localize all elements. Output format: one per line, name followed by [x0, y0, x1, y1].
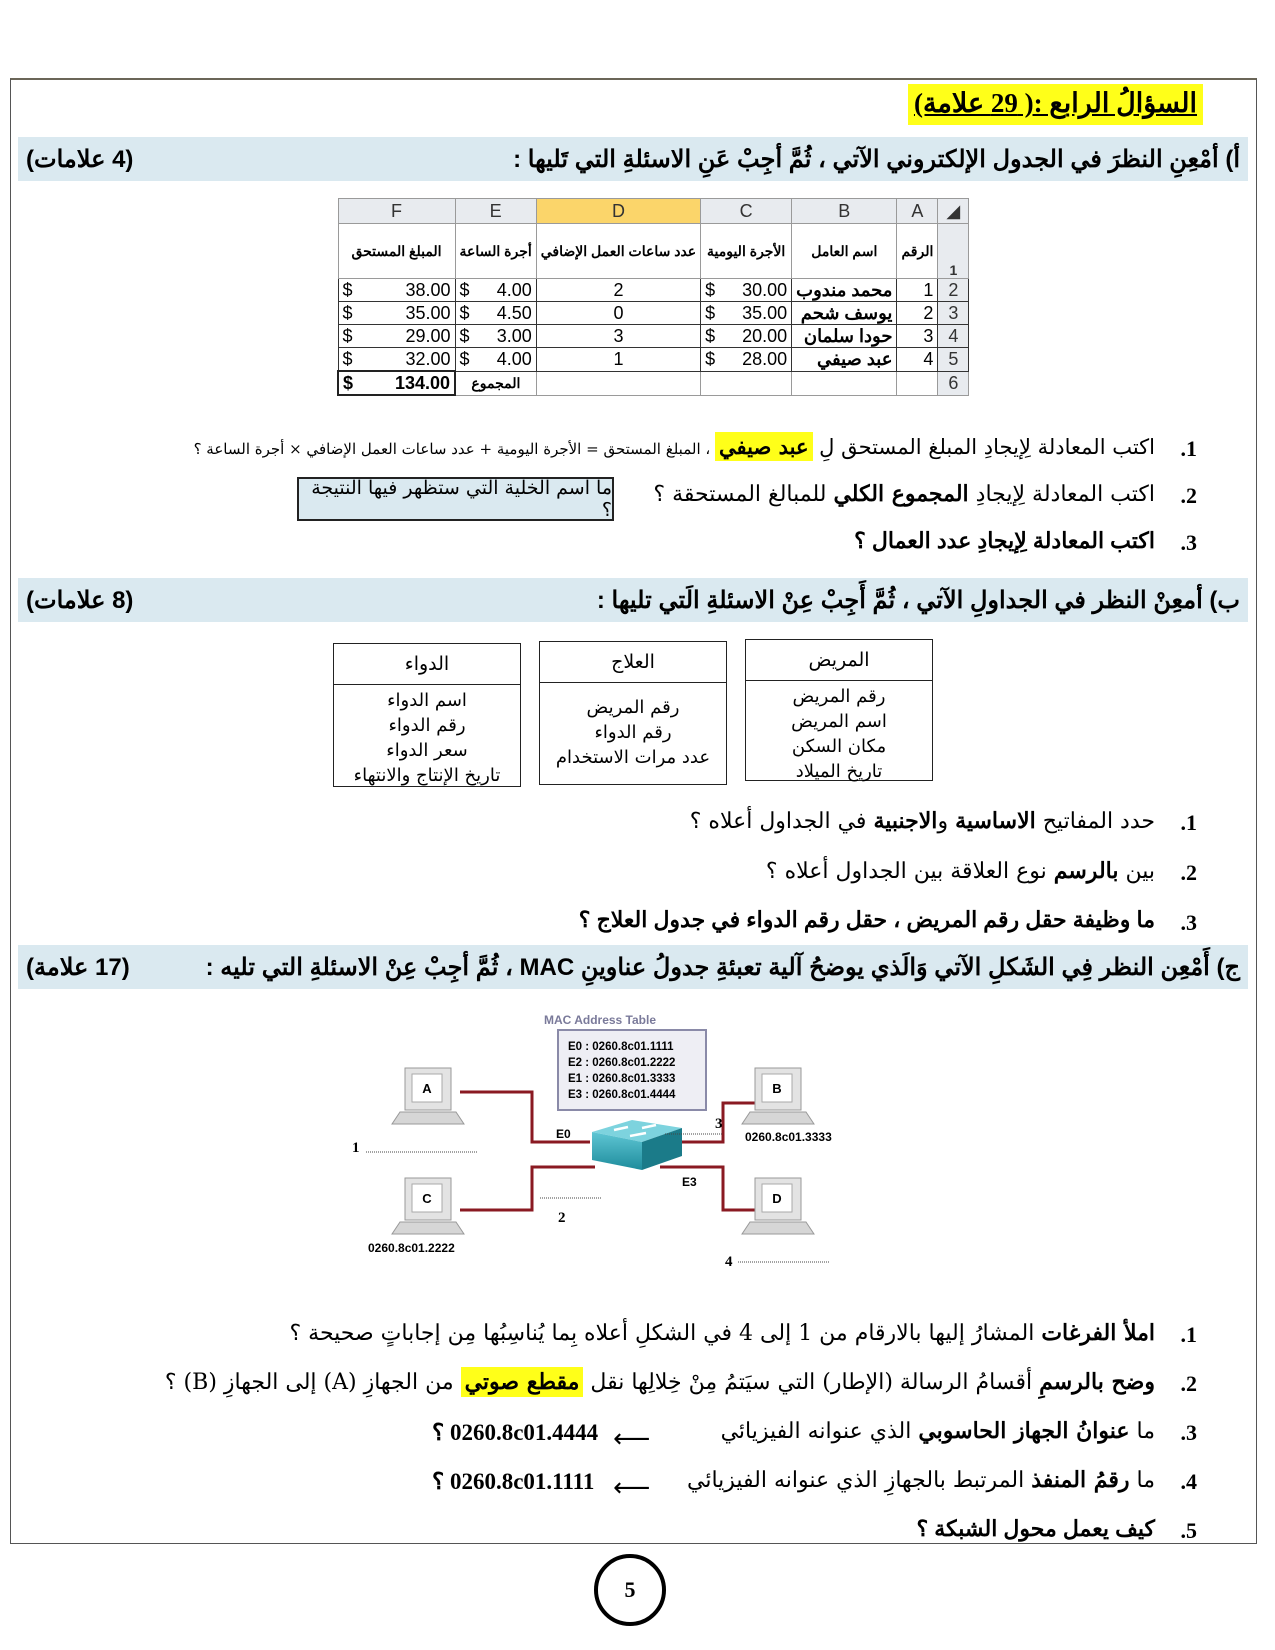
q-c5: كيف يعمل محول الشبكة ؟	[916, 1516, 1155, 1541]
q-text: المشارُ إليها بالارقام من 1 إلى 4 في الشكلِ أعلاه بِما يُناسِبُها مِن إجاباتٍ صحيحة ؟	[289, 1321, 1042, 1346]
q-b3-number: .3	[1180, 910, 1197, 935]
arrow-left-icon: ⟵	[613, 1473, 651, 1503]
entity-title: العلاج	[540, 642, 726, 683]
entity-field: رقم الدواء	[388, 715, 466, 736]
highlighted-name: عبد صيفي	[715, 432, 813, 461]
cell-c: $ 35.00	[701, 302, 792, 325]
entity-title: الدواء	[334, 644, 520, 685]
col-header: B	[792, 199, 897, 224]
cell-f: $ 35.00	[338, 302, 455, 325]
q-bold: وضح بالرسمِ	[1039, 1369, 1155, 1395]
entity-patient	[745, 639, 933, 781]
q-b3: ما وظيفة حقل رقم المريض ، حقل رقم الدواء في جدول العلاج ؟	[578, 907, 1155, 932]
q-text: و	[937, 809, 956, 834]
q-text: ما	[1129, 1419, 1155, 1444]
pc-label: C	[422, 1191, 432, 1206]
entity-field: مكان السكن	[791, 736, 887, 757]
q-bold: رقمُ المنفذ	[1031, 1467, 1130, 1493]
q-bold: عنوانُ الجهاز الحاسوبي	[918, 1418, 1130, 1444]
page-number: 5	[594, 1554, 666, 1626]
table-row	[338, 279, 969, 302]
part-b-heading: ب) أمعِنْ النظر في الجداولِ الآتي ، ثُمَّ أَجِبْ عِنْ الاسئلةِ الَتي تليها :	[596, 586, 1240, 614]
q-a2-number: .2	[1180, 483, 1197, 508]
mac-answer: 0260.8c01.1111 ؟	[432, 1469, 595, 1494]
q-c1	[290, 1320, 1156, 1346]
entity-field: سعر الدواء	[386, 740, 468, 761]
spreadsheet	[337, 198, 969, 396]
entity-field: رقم المريض	[586, 697, 680, 718]
header-cell: أجرة الساعة	[455, 224, 536, 279]
header-cell: اسم العامل	[792, 224, 897, 279]
col-header: C	[701, 199, 792, 224]
header-cell: الأجرة اليومية	[701, 224, 792, 279]
col-header: E	[455, 199, 536, 224]
pc-label: A	[422, 1081, 432, 1096]
empty-cell	[536, 371, 700, 395]
q-c1-number: .1	[1180, 1322, 1197, 1347]
q-text: ما	[1129, 1468, 1155, 1493]
entity-field: عدد مرات الاستخدام	[555, 747, 711, 768]
port-label: E3	[682, 1175, 697, 1189]
q-b1	[690, 808, 1155, 834]
port-label: E0	[556, 1127, 571, 1141]
part-c-heading-band	[18, 945, 1248, 989]
pc-d-icon	[742, 1178, 814, 1234]
row-header: 4	[938, 325, 969, 348]
cell-e: $ 4.00	[455, 348, 536, 372]
cell-e: $ 4.00	[455, 279, 536, 302]
q-text: للمبالغ المستحقة ؟	[653, 482, 834, 507]
q-c4-number: .4	[1180, 1469, 1197, 1494]
col-header: F	[338, 199, 455, 224]
q-bold: املأ الفرغات	[1041, 1320, 1155, 1346]
entity-field: تاريخ الميلاد	[795, 761, 883, 782]
q-text: من الجهازِ (A) إلى الجهازِ (B) ؟	[164, 1370, 461, 1395]
q-a1-number: .1	[1180, 436, 1197, 461]
header-cell: المبلغ المستحق	[338, 224, 455, 279]
mac-table-row: E1 : 0260.8c01.3333	[568, 1073, 676, 1085]
cell-b: محمد مندوب	[792, 279, 897, 302]
arrow-left-icon: ⟵	[613, 1424, 651, 1454]
table-row	[338, 302, 969, 325]
cell-e: $ 4.50	[455, 302, 536, 325]
mac-table-row: E3 : 0260.8c01.4444	[568, 1089, 676, 1101]
q-a3: اكتب المعادلة لِإيجادِ عدد العمال ؟	[854, 528, 1155, 553]
q-c3-number: .3	[1180, 1420, 1197, 1445]
part-c-heading: ج) أَمْعِن النظر فِي الشَكلِ الآتي وَالَذي يوضحُ آلية تعبئةِ جدولُ عناوينِ MAC ، ثُمَّ أجِبْ عِنْ الاسئلةِ التي تليه :	[205, 953, 1240, 981]
cell-f: $ 32.00	[338, 348, 455, 372]
blank-number: 4	[725, 1254, 733, 1270]
total-cell: $ 134.00	[338, 371, 455, 395]
entity-title: المريض	[746, 640, 932, 681]
q-c2-number: .2	[1180, 1371, 1197, 1396]
cell-c: $ 28.00	[701, 348, 792, 372]
mac-table-diagram	[352, 1000, 900, 1270]
q-c2	[165, 1369, 1155, 1395]
header-cell: الرقم	[897, 224, 938, 279]
highlighted-term: مقطع صوتي	[461, 1367, 584, 1397]
empty-cell	[792, 371, 897, 395]
cell-b: يوسف شحم	[792, 302, 897, 325]
question-title: السؤالُ الرابع :( 29 علامة)	[908, 84, 1203, 125]
pc-a-icon	[392, 1068, 464, 1124]
blank-number: 3	[715, 1116, 723, 1132]
q-bold: المجموع الكلي	[833, 481, 969, 507]
q-text: بين	[1118, 859, 1155, 884]
cell-b: حودا سلمان	[792, 325, 897, 348]
row-header: 2	[938, 279, 969, 302]
cell-c: $ 20.00	[701, 325, 792, 348]
cell-a: 3	[897, 325, 938, 348]
q-text: المرتبط بالجهازِ الذي عنوانه الفيزيائي	[686, 1468, 1032, 1493]
cell-d: 3	[536, 325, 700, 348]
entity-field: اسم المريض	[791, 711, 887, 732]
q-bold: الاساسية	[955, 808, 1036, 834]
entity-medicine	[333, 643, 521, 787]
header-cell: عدد ساعات العمل الإضافي	[536, 224, 700, 279]
q-text: حدد المفاتيح	[1035, 809, 1155, 834]
mac-table-row: E2 : 0260.8c01.2222	[568, 1057, 676, 1069]
pc-c-icon	[392, 1178, 464, 1234]
entity-field: اسم الدواء	[387, 690, 467, 711]
select-all-corner[interactable]: ◢	[938, 199, 969, 224]
part-c-marks: (17 علامة)	[26, 953, 130, 981]
q-text: في الجداول أعلاه ؟	[689, 809, 874, 834]
row-header: 5	[938, 348, 969, 372]
entity-field: رقم الدواء	[594, 722, 672, 743]
pc-b-icon	[742, 1068, 814, 1124]
table-row	[338, 325, 969, 348]
cell-b: عبد صيفي	[792, 348, 897, 372]
q-text: الذي عنوانه الفيزيائي	[720, 1419, 919, 1444]
entity-treatment	[539, 641, 727, 785]
col-header: D	[536, 199, 700, 224]
cell-d: 2	[536, 279, 700, 302]
cell-d: 1	[536, 348, 700, 372]
blank-number: 1	[352, 1140, 360, 1156]
q-a3-number: .3	[1180, 530, 1197, 555]
q-c3	[721, 1418, 1155, 1444]
pc-label: D	[772, 1191, 782, 1206]
q-text: نوع العلاقة بين الجداول أعلاه ؟	[765, 859, 1054, 884]
blank-number: 2	[558, 1210, 566, 1226]
part-a-heading: أ) أمْعِنِ النظرَ في الجدول الإلكتروني الآتي ، ثُمَّ أجِبْ عَنِ الاسئلةِ التي تَليها :	[513, 145, 1240, 173]
pc-c-mac: 0260.8c01.2222	[368, 1241, 455, 1255]
q-b1-number: .1	[1180, 810, 1197, 835]
q-b2	[766, 858, 1155, 884]
q-text: ، المبلغ المستحق = الأجرة اليومية + عدد ساعات العمل الإضافي × أجرة الساعة ؟	[193, 440, 715, 458]
part-b-heading-band	[18, 578, 1248, 622]
total-label: المجموع	[455, 371, 536, 395]
cell-f: $ 29.00	[338, 325, 455, 348]
cell-d: 0	[536, 302, 700, 325]
empty-cell	[897, 371, 938, 395]
mac-table-row: E0 : 0260.8c01.1111	[568, 1041, 674, 1053]
q-bold: بالرسم	[1053, 858, 1119, 884]
cell-a: 1	[897, 279, 938, 302]
pc-b-mac: 0260.8c01.3333	[745, 1130, 832, 1144]
cell-c: $ 30.00	[701, 279, 792, 302]
q-text: اكتب المعادلة لِإيجادِ	[968, 482, 1155, 507]
q-c5-number: .5	[1180, 1518, 1197, 1543]
row-header: 6	[938, 371, 969, 395]
part-b-marks: (8 علامات)	[26, 586, 134, 614]
q-bold: الاجنبية	[873, 808, 938, 834]
q-a2	[653, 481, 1155, 507]
cell-f: $ 38.00	[338, 279, 455, 302]
q-c4	[687, 1467, 1155, 1493]
part-a-heading-band	[18, 137, 1248, 181]
entity-field: تاريخ الإنتاج والانتهاء	[353, 765, 501, 786]
mac-answer: 0260.8c01.4444 ؟	[432, 1420, 599, 1445]
mac-table-title: MAC Address Table	[543, 1013, 657, 1027]
cell-e: $ 3.00	[455, 325, 536, 348]
note-box: ما اسم الخلية التي ستظهر فيها النتيجة ؟	[297, 477, 614, 521]
q-a1	[194, 434, 1155, 459]
entity-field: رقم المريض	[792, 686, 886, 707]
row-header: 3	[938, 302, 969, 325]
switch-icon	[592, 1120, 682, 1170]
row-header: 1	[938, 224, 969, 279]
q-b2-number: .2	[1180, 860, 1197, 885]
part-a-marks: (4 علامات)	[26, 145, 134, 173]
pc-label: B	[772, 1081, 782, 1096]
col-header: A	[897, 199, 938, 224]
q-text: أقسامُ الرسالة (الإطار) التي سيَتمُ مِنْ خِلالِها نقل	[583, 1370, 1040, 1395]
cell-a: 4	[897, 348, 938, 372]
cell-a: 2	[897, 302, 938, 325]
empty-cell	[701, 371, 792, 395]
table-row	[338, 348, 969, 372]
q-text: اكتب المعادلة لِإيجادِ المبلغ المستحق لِ	[812, 435, 1155, 459]
